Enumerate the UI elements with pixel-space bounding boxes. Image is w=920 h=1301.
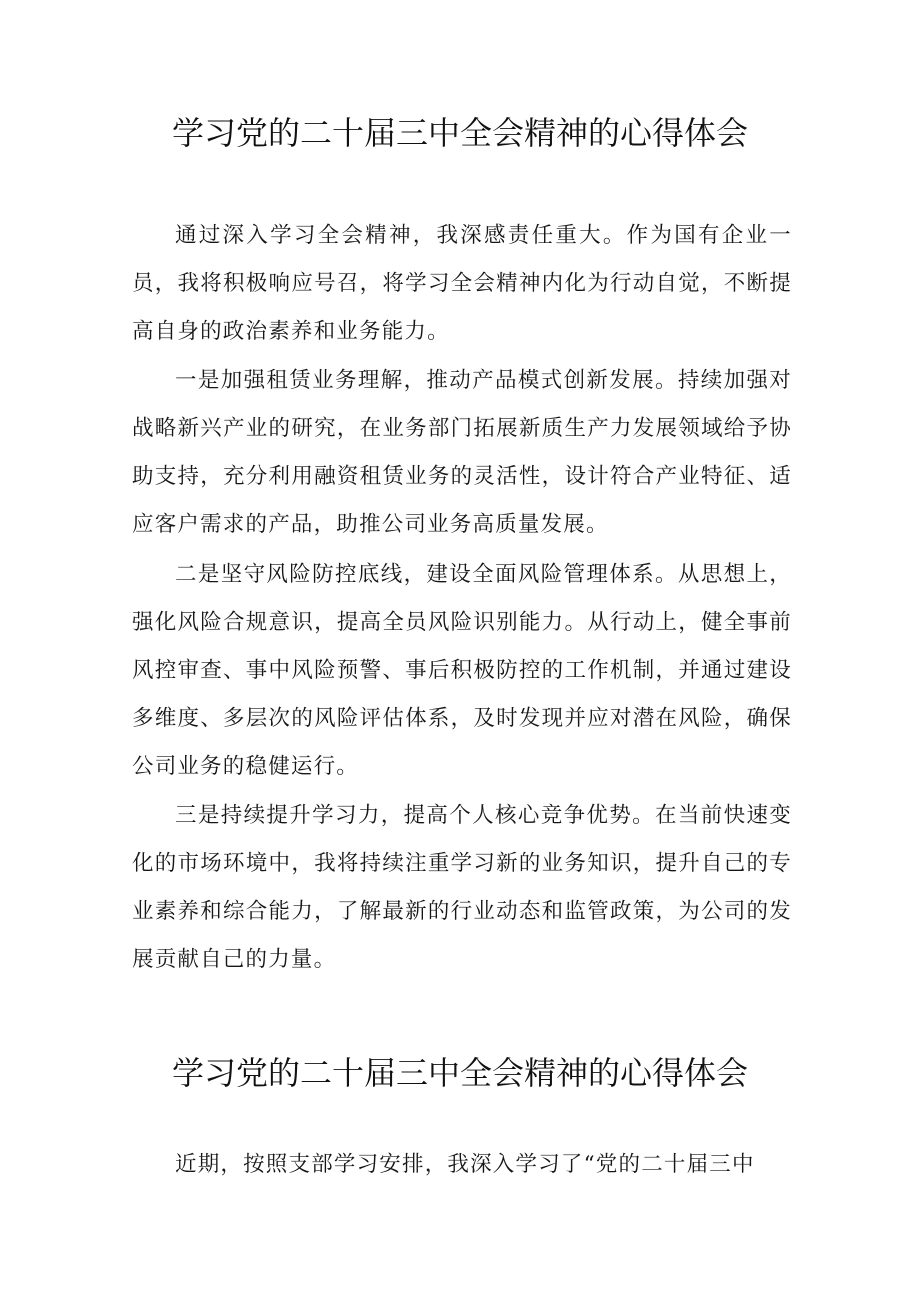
paragraph-point-one: 一是加强租赁业务理解，推动产品模式创新发展。持续加强对战略新兴产业的研究，在业务部门拓展新质生产力发展领域给予协助支持，充分利用融资租赁业务的灵活性，设计符合产业特征、适应客户需求的产品，助推公司业务高质量发展。 [132, 368, 792, 537]
second-article-paragraph: 近期，按照支部学习安排，我深入学习了“党的二十届三中 [175, 1152, 755, 1177]
article-title: 学习党的二十届三中全会精神的心得体会 [171, 114, 748, 152]
paragraph-point-three: 三是持续提升学习力，提高个人核心竞争优势。在当前快速变化的市场环境中，我将持续注重学习新的业务知识，提升自己的专业素养和综合能力，了解最新的行业动态和监管政策，为公司的发展贡献自己的力量。 [132, 803, 792, 972]
paragraph-point-two: 二是坚守风险防控底线，建设全面风险管理体系。从思想上，强化风险合规意识，提高全员风险识别能力。从行动上，健全事前风控审查、事中风险预警、事后积极防控的工作机制，并通过建设多维度、多层次的风险评估体系，及时发现并应对潜在风险，确保公司业务的稳健运行。 [132, 562, 792, 779]
second-article-title: 学习党的二十届三中全会精神的心得体会 [171, 1054, 748, 1092]
paragraph-intro: 通过深入学习全会精神，我深感责任重大。作为国有企业一员，我将积极响应号召，将学习全会精神内化为行动自觉，不断提高自身的政治素养和业务能力。 [132, 223, 792, 344]
